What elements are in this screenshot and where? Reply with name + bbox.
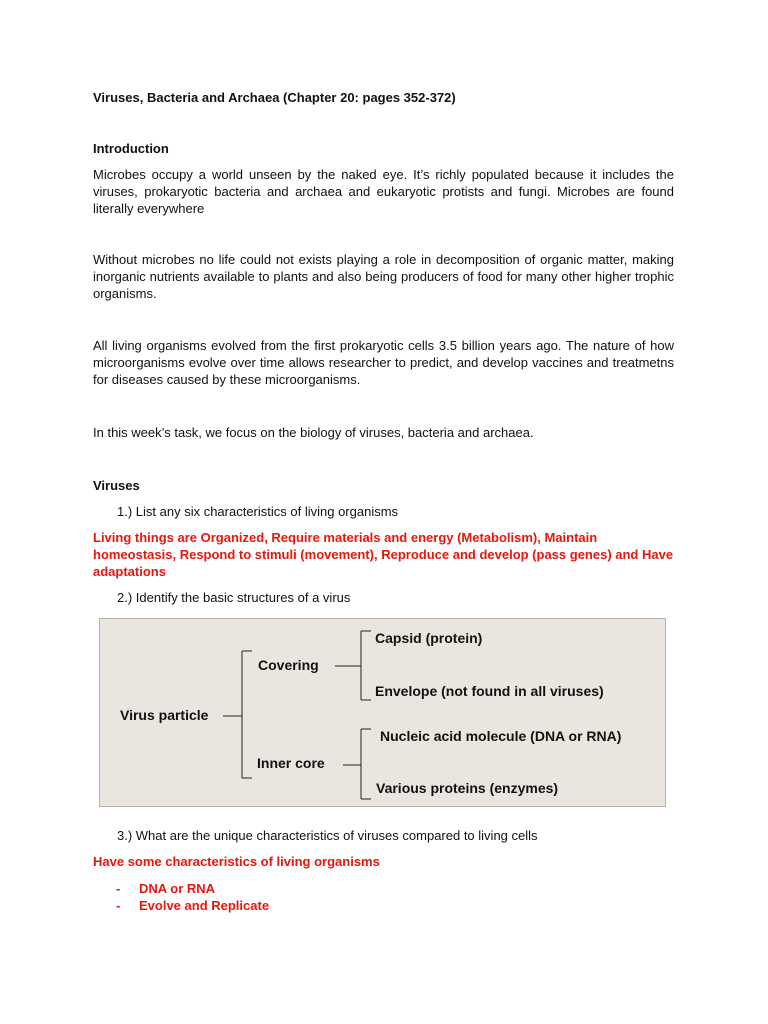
question-3: 3.) What are the unique characteristics of viruses compared to living cells (117, 828, 538, 843)
intro-paragraph-2: Without microbes no life could not exists playing a role in decomposition of organic matter, making inorganic nutrients available to plants and also being producers of food for many other higher trophic organisms. (93, 252, 674, 301)
intro-paragraph-4: In this week’s task, we focus on the biology of viruses, bacteria and archaea. (93, 425, 534, 440)
answer-3-list (93, 880, 269, 914)
covering-label: Covering (258, 657, 319, 673)
various-proteins-label: Various proteins (enzymes) (376, 780, 559, 796)
virus-structure-diagram (99, 618, 666, 807)
virus-particle-label: Virus particle (120, 707, 209, 723)
nucleic-acid-label: Nucleic acid molecule (DNA or RNA) (380, 728, 622, 744)
viruses-heading: Viruses (93, 478, 140, 493)
inner-core-label: Inner core (257, 755, 325, 771)
dash-bullet: - (116, 881, 121, 896)
list-item (93, 880, 269, 897)
intro-paragraph-1: Microbes occupy a world unseen by the naked eye. It’s richly populated because it includes the viruses, prokaryotic bacteria and archaea and eukaryotic protists and fungi. Microbes are found literally everywhere (93, 167, 674, 216)
answer-1: Living things are Organized, Require materials and energy (Metabolism), Maintain homeostasis, Respond to stimuli (movement), Reproduce and develop (pass genes) and Have adaptations (93, 530, 674, 579)
document-title: Viruses, Bacteria and Archaea (Chapter 20: pages 352-372) (93, 90, 456, 105)
introduction-heading: Introduction (93, 141, 169, 156)
question-2: 2.) Identify the basic structures of a virus (117, 590, 351, 605)
answer-3-intro: Have some characteristics of living organisms (93, 854, 380, 869)
envelope-label: Envelope (not found in all viruses) (375, 683, 604, 699)
capsid-label: Capsid (protein) (375, 630, 483, 646)
intro-paragraph-3: All living organisms evolved from the first prokaryotic cells 3.5 billion years ago. The nature of how microorganisms evolve over time allows researcher to predict, and develop vaccines and treatmetns for diseases caused by these microorganisms. (93, 338, 674, 387)
question-1: 1.) List any six characteristics of living organisms (117, 504, 399, 519)
dash-bullet: - (116, 898, 121, 913)
list-item-text: Evolve and Replicate (139, 898, 270, 913)
list-item-text: DNA or RNA (139, 881, 216, 896)
list-item (93, 897, 269, 914)
